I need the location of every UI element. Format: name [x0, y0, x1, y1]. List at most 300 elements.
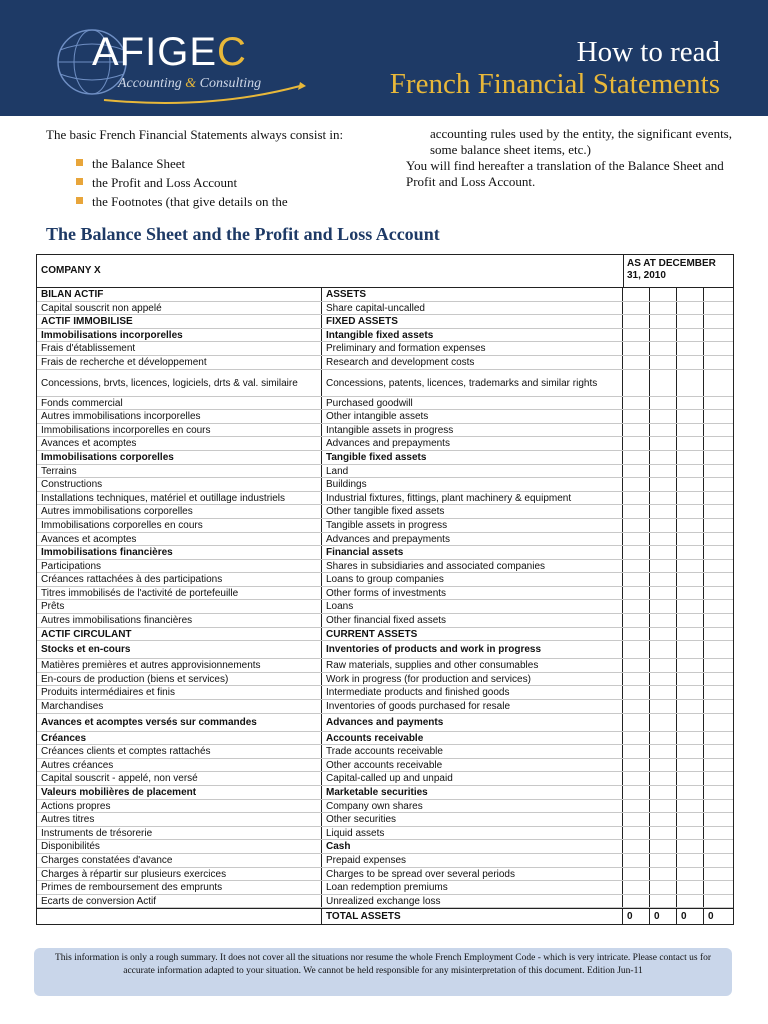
- value-cell: [623, 329, 650, 342]
- french-label: Fonds commercial: [37, 397, 322, 410]
- value-cell: [677, 370, 704, 396]
- value-cell: [677, 868, 704, 881]
- french-label: Instruments de trésorerie: [37, 827, 322, 840]
- value-cell: [704, 732, 731, 745]
- value-cell: [704, 465, 731, 478]
- table-row: [37, 519, 733, 533]
- value-cell: [704, 560, 731, 573]
- value-cell: [677, 827, 704, 840]
- table-row: [37, 370, 733, 397]
- logo-tagline: Accounting & Consulting: [118, 76, 262, 91]
- value-cell: [704, 600, 731, 613]
- english-label: Charges to be spread over several periods: [322, 868, 623, 881]
- table-row: [37, 840, 733, 854]
- value-cell: [650, 424, 677, 437]
- french-label: Constructions: [37, 478, 322, 491]
- value-cell: [623, 519, 650, 532]
- value-cell: [650, 786, 677, 799]
- english-label: Company own shares: [322, 800, 623, 813]
- english-label: Advances and prepayments: [322, 437, 623, 450]
- value-cell: [623, 840, 650, 853]
- list-item: the Profit and Loss Account: [76, 173, 288, 192]
- as-at-date: AS AT DECEMBER 31, 2010: [627, 258, 716, 281]
- value-cell: [623, 302, 650, 315]
- english-label: Tangible assets in progress: [322, 519, 623, 532]
- english-label: Capital-called up and unpaid: [322, 772, 623, 785]
- value-cell: [650, 772, 677, 785]
- total-label: TOTAL ASSETS: [322, 909, 623, 924]
- value-cell: [704, 492, 731, 505]
- table-row: [37, 302, 733, 316]
- table-row: [37, 700, 733, 714]
- value-cell: [650, 868, 677, 881]
- english-label: Loans: [322, 600, 623, 613]
- value-cell: [677, 895, 704, 908]
- table-row: [37, 505, 733, 519]
- value-cell: [677, 505, 704, 518]
- value-cell: [677, 673, 704, 686]
- table-row: [37, 786, 733, 800]
- value-cell: [650, 546, 677, 559]
- value-cell: [623, 714, 650, 731]
- section-title: The Balance Sheet and the Profit and Loss Account: [46, 224, 440, 244]
- french-label: Immobilisations incorporelles: [37, 329, 322, 342]
- value-cell: [704, 686, 731, 699]
- table-row: [37, 451, 733, 465]
- value-cell: [677, 686, 704, 699]
- french-label: Produits intermédiaires et finis: [37, 686, 322, 699]
- english-label: Tangible fixed assets: [322, 451, 623, 464]
- value-cell: [677, 342, 704, 355]
- page-header: [0, 0, 768, 116]
- value-cell: [623, 659, 650, 672]
- table-row: [37, 868, 733, 882]
- value-cell: [677, 813, 704, 826]
- english-label: Other financial fixed assets: [322, 614, 623, 627]
- french-label: Stocks et en-cours: [37, 641, 322, 658]
- value-cell: [650, 288, 677, 301]
- intro-bullet-list: [76, 154, 288, 211]
- value-cell: [623, 587, 650, 600]
- french-label: Terrains: [37, 465, 322, 478]
- value-cell: [650, 895, 677, 908]
- french-label: Titres immobilisés de l'activité de portefeuille: [37, 587, 322, 600]
- french-label: Disponibilités: [37, 840, 322, 853]
- value-cell: [623, 600, 650, 613]
- value-cell: [650, 410, 677, 423]
- value-cell: [677, 659, 704, 672]
- value-cell: [704, 437, 731, 450]
- value-cell: [623, 700, 650, 713]
- value-cell: [623, 342, 650, 355]
- english-label: Loan redemption premiums: [322, 881, 623, 894]
- value-cell: [704, 813, 731, 826]
- value-cell: [623, 800, 650, 813]
- translation-note: You will find hereafter a translation of the Balance Sheet and Profit and Loss Account.: [406, 158, 724, 189]
- english-label: Other forms of investments: [322, 587, 623, 600]
- english-label: Concessions, patents, licences, trademarks and similar rights: [322, 370, 623, 396]
- value-cell: [677, 533, 704, 546]
- value-cell: [704, 587, 731, 600]
- total-value: 0: [708, 911, 714, 923]
- french-label: Immobilisations corporelles en cours: [37, 519, 322, 532]
- disclaimer-box: This information is only a rough summary. It does not cover all the situations nor resume the whole French Employment Code - which is very intricate. Please contact us for accurate information adapted to your situation. We cannot be held responsible for any misinterpretation of this document. Edition Jun-11: [34, 948, 732, 996]
- value-cell: [650, 478, 677, 491]
- value-cell: [623, 614, 650, 627]
- value-cell: [623, 895, 650, 908]
- value-cell: [650, 465, 677, 478]
- value-cell: [623, 827, 650, 840]
- english-label: Share capital-uncalled: [322, 302, 623, 315]
- value-cell: [677, 772, 704, 785]
- value-cell: [704, 895, 731, 908]
- table-header: [37, 255, 733, 288]
- value-cell: [704, 772, 731, 785]
- english-label: Prepaid expenses: [322, 854, 623, 867]
- value-cell: [704, 533, 731, 546]
- french-label: Actions propres: [37, 800, 322, 813]
- value-cell: [704, 424, 731, 437]
- value-cell: [704, 854, 731, 867]
- value-cell: [704, 478, 731, 491]
- english-label: Unrealized exchange loss: [322, 895, 623, 908]
- total-value: 0: [650, 909, 677, 924]
- value-cell: [650, 659, 677, 672]
- value-cell: [677, 786, 704, 799]
- french-label: Avances et acomptes: [37, 437, 322, 450]
- value-cell: [623, 881, 650, 894]
- swoosh-arrow-icon: [100, 80, 310, 106]
- english-label: Work in progress (for production and services): [322, 673, 623, 686]
- list-item: the Footnotes (that give details on the: [76, 192, 288, 211]
- french-label: Capital souscrit - appelé, non versé: [37, 772, 322, 785]
- french-label: Participations: [37, 560, 322, 573]
- value-cell: [650, 614, 677, 627]
- french-label: ACTIF IMMOBILISE: [37, 315, 322, 328]
- english-label: Trade accounts receivable: [322, 745, 623, 758]
- value-cell: [704, 714, 731, 731]
- french-label: Autres titres: [37, 813, 322, 826]
- value-cell: [650, 587, 677, 600]
- french-label: Valeurs mobilières de placement: [37, 786, 322, 799]
- value-cell: [623, 759, 650, 772]
- english-label: Buildings: [322, 478, 623, 491]
- table-row: [37, 465, 733, 479]
- english-label: Advances and payments: [322, 714, 623, 731]
- value-cell: [677, 519, 704, 532]
- table-row: [37, 573, 733, 587]
- table-row: [37, 895, 733, 909]
- french-label: Prêts: [37, 600, 322, 613]
- value-cell: [650, 686, 677, 699]
- header-title-line1: How to read: [576, 36, 720, 68]
- english-label: ASSETS: [322, 288, 623, 301]
- table-row: [37, 424, 733, 438]
- value-cell: [650, 745, 677, 758]
- value-cell: [650, 840, 677, 853]
- intro-lead: The basic French Financial Statements always consist in:: [46, 127, 344, 142]
- table-row: [37, 800, 733, 814]
- french-label: Autres immobilisations incorporelles: [37, 410, 322, 423]
- value-cell: [623, 356, 650, 369]
- value-cell: [650, 881, 677, 894]
- value-cell: [677, 410, 704, 423]
- value-cell: [650, 505, 677, 518]
- total-value: 0: [677, 909, 704, 924]
- value-cell: [704, 827, 731, 840]
- english-label: Preliminary and formation expenses: [322, 342, 623, 355]
- french-label: Autres immobilisations financières: [37, 614, 322, 627]
- value-cell: [677, 356, 704, 369]
- value-cell: [677, 451, 704, 464]
- value-cell: [704, 302, 731, 315]
- value-cell: [650, 759, 677, 772]
- french-label: Frais de recherche et développement: [37, 356, 322, 369]
- total-value: 0: [623, 909, 650, 924]
- header-title-line2: French Financial Statements: [389, 68, 720, 100]
- value-cell: [677, 397, 704, 410]
- value-cell: [704, 329, 731, 342]
- french-label: Immobilisations incorporelles en cours: [37, 424, 322, 437]
- value-cell: [650, 673, 677, 686]
- value-cell: [623, 424, 650, 437]
- value-cell: [623, 505, 650, 518]
- value-cell: [650, 560, 677, 573]
- table-row: [37, 673, 733, 687]
- english-label: Purchased goodwill: [322, 397, 623, 410]
- value-cell: [677, 437, 704, 450]
- english-label: Loans to group companies: [322, 573, 623, 586]
- english-label: Research and development costs: [322, 356, 623, 369]
- value-cell: [677, 587, 704, 600]
- value-cell: [623, 315, 650, 328]
- value-cell: [623, 451, 650, 464]
- value-cell: [704, 451, 731, 464]
- table-row: [37, 732, 733, 746]
- total-row: [37, 908, 733, 924]
- value-cell: [623, 288, 650, 301]
- table-row: [37, 587, 733, 601]
- value-cell: [677, 315, 704, 328]
- value-cell: [704, 397, 731, 410]
- value-cell: [650, 356, 677, 369]
- value-cell: [704, 356, 731, 369]
- table-row: [37, 329, 733, 343]
- table-row: [37, 759, 733, 773]
- english-label: Intermediate products and finished goods: [322, 686, 623, 699]
- french-label: Matières premières et autres approvisionnements: [37, 659, 322, 672]
- table-row: [37, 813, 733, 827]
- english-label: Marketable securities: [322, 786, 623, 799]
- balance-sheet-table: [36, 254, 734, 925]
- value-cell: [704, 288, 731, 301]
- french-label: Immobilisations financières: [37, 546, 322, 559]
- table-row: [37, 659, 733, 673]
- value-cell: [704, 410, 731, 423]
- value-cell: [650, 437, 677, 450]
- value-cell: [650, 342, 677, 355]
- table-row: [37, 641, 733, 659]
- value-cell: [623, 772, 650, 785]
- value-cell: [623, 437, 650, 450]
- value-cell: [650, 628, 677, 641]
- value-cell: [704, 546, 731, 559]
- value-cell: [704, 881, 731, 894]
- table-row: [37, 315, 733, 329]
- value-cell: [677, 854, 704, 867]
- value-cell: [677, 573, 704, 586]
- value-cell: [677, 628, 704, 641]
- english-label: Other tangible fixed assets: [322, 505, 623, 518]
- value-cell: [677, 424, 704, 437]
- intro-second-column: [406, 126, 732, 190]
- english-label: FIXED ASSETS: [322, 315, 623, 328]
- value-cell: [677, 641, 704, 658]
- value-cell: [623, 686, 650, 699]
- value-cell: [650, 329, 677, 342]
- table-row: [37, 827, 733, 841]
- value-cell: [623, 628, 650, 641]
- french-label: Capital souscrit non appelé: [37, 302, 322, 315]
- value-cell: [704, 519, 731, 532]
- table-row: [37, 288, 733, 302]
- value-cell: [677, 288, 704, 301]
- english-label: Other securities: [322, 813, 623, 826]
- value-cell: [677, 732, 704, 745]
- table-row: [37, 560, 733, 574]
- table-row: [37, 745, 733, 759]
- value-cell: [650, 573, 677, 586]
- value-cell: [704, 573, 731, 586]
- value-cell: [704, 628, 731, 641]
- value-cell: [704, 315, 731, 328]
- value-cell: [677, 465, 704, 478]
- value-cell: [704, 505, 731, 518]
- table-body: [37, 288, 733, 908]
- french-label: Avances et acomptes: [37, 533, 322, 546]
- value-cell: [623, 546, 650, 559]
- value-cell: [677, 700, 704, 713]
- value-cell: [623, 478, 650, 491]
- value-cell: [677, 881, 704, 894]
- value-cell: [650, 451, 677, 464]
- table-row: [37, 546, 733, 560]
- value-cell: [623, 492, 650, 505]
- table-row: [37, 342, 733, 356]
- value-cell: [704, 659, 731, 672]
- french-label: Frais d'établissement: [37, 342, 322, 355]
- value-cell: [623, 397, 650, 410]
- value-cell: [677, 759, 704, 772]
- value-cell: [677, 478, 704, 491]
- table-row: [37, 356, 733, 370]
- value-cell: [650, 732, 677, 745]
- table-row: [37, 881, 733, 895]
- list-item: the Balance Sheet: [76, 154, 288, 173]
- value-cell: [704, 370, 731, 396]
- value-cell: [623, 370, 650, 396]
- value-cell: [650, 302, 677, 315]
- value-cell: [623, 560, 650, 573]
- english-label: Inventories of products and work in progress: [322, 641, 623, 658]
- value-cell: [677, 546, 704, 559]
- french-label: Concessions, brvts, licences, logiciels, drts & val. similaire: [37, 370, 322, 396]
- value-cell: [650, 827, 677, 840]
- english-label: Liquid assets: [322, 827, 623, 840]
- french-label: Autres créances: [37, 759, 322, 772]
- french-label: Créances rattachées à des participations: [37, 573, 322, 586]
- value-cell: [650, 600, 677, 613]
- table-row: [37, 854, 733, 868]
- french-label: Charges à répartir sur plusieurs exercices: [37, 868, 322, 881]
- value-cell: [677, 492, 704, 505]
- value-cell: [650, 519, 677, 532]
- value-cell: [704, 745, 731, 758]
- value-cell: [623, 786, 650, 799]
- value-cell: [650, 700, 677, 713]
- value-cell: [650, 714, 677, 731]
- french-label: Autres immobilisations corporelles: [37, 505, 322, 518]
- english-label: Other accounts receivable: [322, 759, 623, 772]
- table-row: [37, 628, 733, 642]
- value-cell: [704, 868, 731, 881]
- value-cell: [650, 315, 677, 328]
- english-label: Raw materials, supplies and other consumables: [322, 659, 623, 672]
- french-label: Primes de remboursement des emprunts: [37, 881, 322, 894]
- table-row: [37, 533, 733, 547]
- english-label: Other intangible assets: [322, 410, 623, 423]
- value-cell: [623, 673, 650, 686]
- value-cell: [623, 410, 650, 423]
- english-label: Inventories of goods purchased for resale: [322, 700, 623, 713]
- value-cell: [677, 840, 704, 853]
- english-label: Accounts receivable: [322, 732, 623, 745]
- french-label: Créances clients et comptes rattachés: [37, 745, 322, 758]
- french-label: Avances et acomptes versés sur commandes: [37, 714, 322, 731]
- value-cell: [650, 800, 677, 813]
- french-label: Marchandises: [37, 700, 322, 713]
- table-row: [37, 397, 733, 411]
- french-label: ACTIF CIRCULANT: [37, 628, 322, 641]
- english-label: Intangible fixed assets: [322, 329, 623, 342]
- french-label: Immobilisations corporelles: [37, 451, 322, 464]
- value-cell: [650, 397, 677, 410]
- value-cell: [704, 759, 731, 772]
- value-cell: [677, 600, 704, 613]
- logo-wordmark: AFIGEC: [92, 30, 247, 74]
- value-cell: [650, 533, 677, 546]
- value-cell: [677, 800, 704, 813]
- value-cell: [704, 700, 731, 713]
- english-label: Advances and prepayments: [322, 533, 623, 546]
- value-cell: [704, 800, 731, 813]
- english-label: Industrial fixtures, fittings, plant machinery & equipment: [322, 492, 623, 505]
- value-cell: [677, 329, 704, 342]
- value-cell: [623, 641, 650, 658]
- value-cell: [623, 533, 650, 546]
- value-cell: [704, 673, 731, 686]
- value-cell: [623, 868, 650, 881]
- french-label: BILAN ACTIF: [37, 288, 322, 301]
- value-cell: [677, 302, 704, 315]
- english-label: Cash: [322, 840, 623, 853]
- table-row: [37, 437, 733, 451]
- value-cell: [650, 370, 677, 396]
- value-cell: [623, 465, 650, 478]
- english-label: Intangible assets in progress: [322, 424, 623, 437]
- value-cell: [677, 745, 704, 758]
- value-cell: [650, 641, 677, 658]
